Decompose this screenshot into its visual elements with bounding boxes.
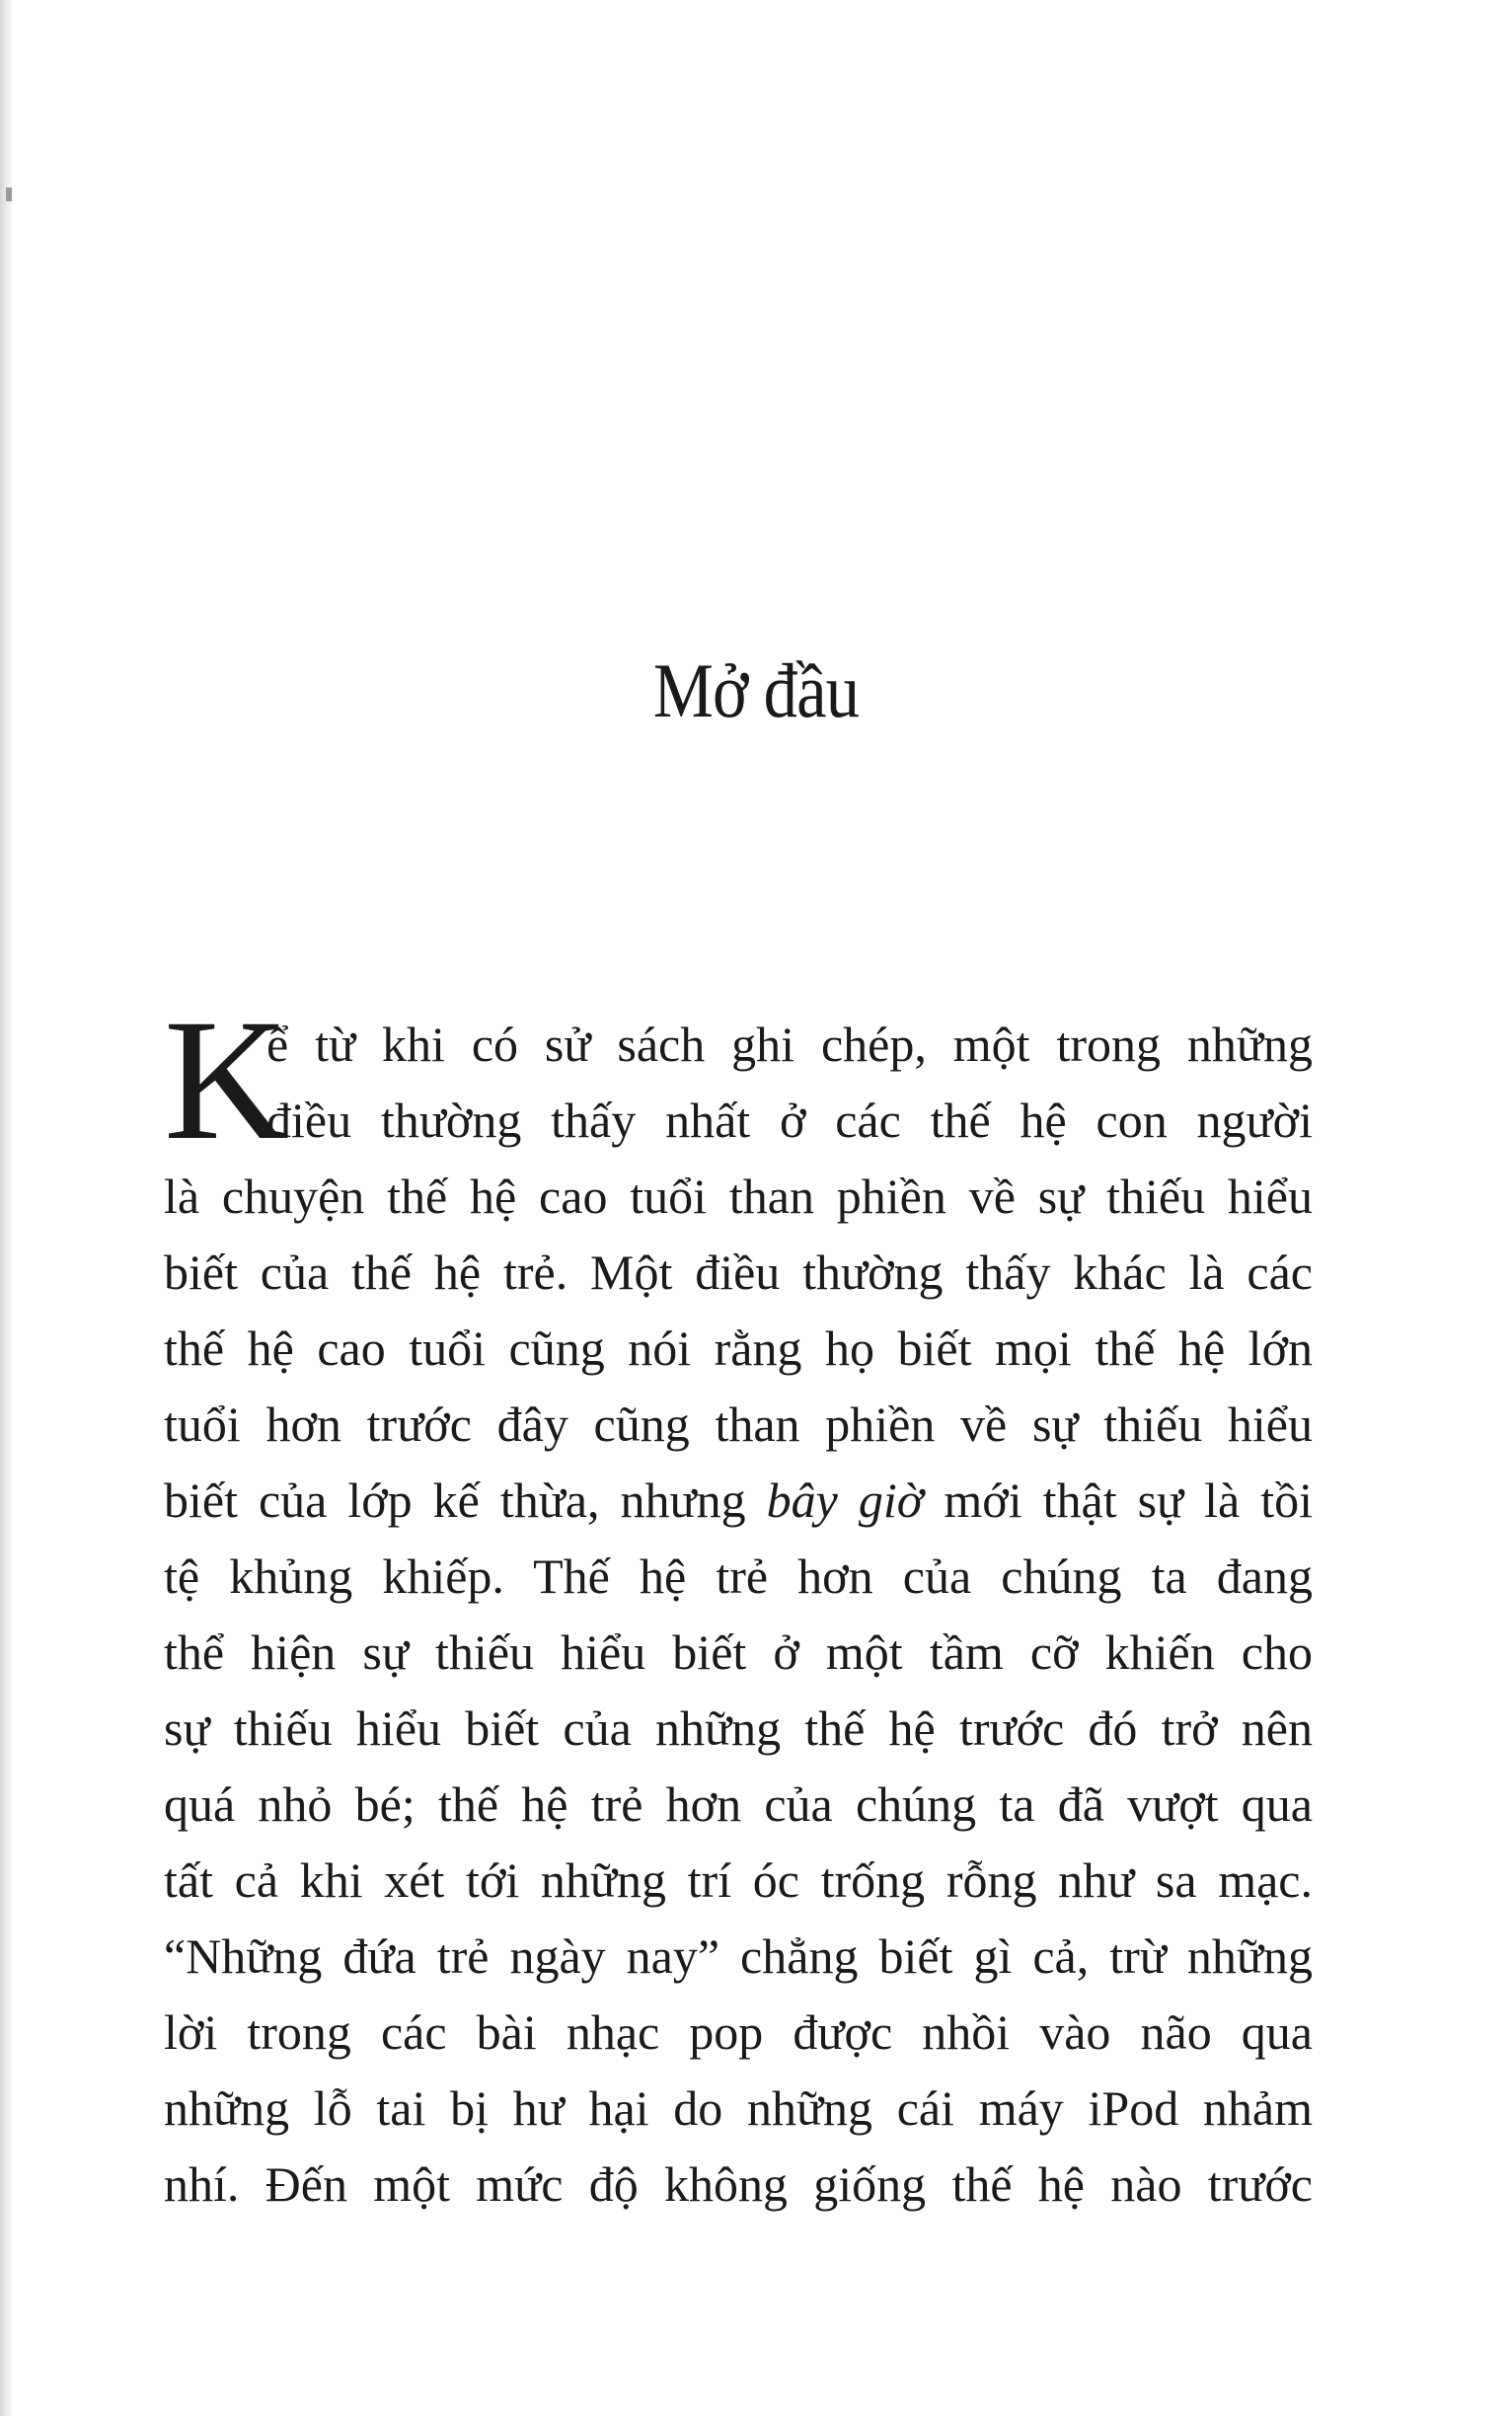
text-line-4: biết của thế hệ trẻ. Một điều thường thấy khác là các (164, 1245, 1313, 1300)
text-line-14: lời trong các bài nhạc pop được nhồi vào não qua (164, 2004, 1313, 2060)
text-line-3: là chuyện thế hệ cao tuổi than phiền về sự thiếu hiểu (164, 1169, 1313, 1224)
drop-cap: K (164, 984, 290, 1176)
text-line-11: quá nhỏ bé; thế hệ trẻ hơn của chúng ta đã vượt qua (164, 1776, 1313, 1832)
text-line-7-before: biết của lớp kế thừa, nhưng (164, 1472, 746, 1528)
text-line-6: tuổi hơn trước đây cũng than phiền về sự thiếu hiểu (164, 1397, 1313, 1452)
text-line-7-italic: bây giờ (766, 1472, 924, 1528)
text-line-7-after: mới thật sự là tồi (944, 1472, 1314, 1528)
chapter-title: Mở đầu (652, 647, 860, 733)
text-line-2: điều thường thấy nhất ở các thế hệ con người (266, 1093, 1313, 1148)
text-line-16: nhí. Đến một mức độ không giống thế hệ nào trước (164, 2156, 1313, 2212)
body-text (164, 984, 1314, 2223)
edge-mark (6, 188, 12, 201)
text-line-1: ể từ khi có sử sách ghi chép, một trong những (266, 1017, 1313, 1072)
text-line-12: tất cả khi xét tới những trí óc trống rỗng như sa mạc. (164, 1852, 1313, 1908)
text-line-15: những lỗ tai bị hư hại do những cái máy iPod nhảm (164, 2080, 1313, 2136)
text-line-8: tệ khủng khiếp. Thế hệ trẻ hơn của chúng ta đang (164, 1548, 1313, 1604)
text-line-10: sự thiếu hiểu biết của những thế hệ trước đó trở nên (164, 1700, 1313, 1756)
paragraph (164, 984, 1314, 2223)
text-line-7 (164, 1463, 1313, 1539)
text-line-9: thể hiện sự thiếu hiểu biết ở một tầm cỡ khiến cho (164, 1624, 1313, 1680)
text-line-13: “Những đứa trẻ ngày nay” chẳng biết gì cả, trừ những (164, 1928, 1313, 1984)
page-edge (0, 0, 14, 2416)
text-line-5: thế hệ cao tuổi cũng nói rằng họ biết mọi thế hệ lớn (164, 1321, 1313, 1376)
